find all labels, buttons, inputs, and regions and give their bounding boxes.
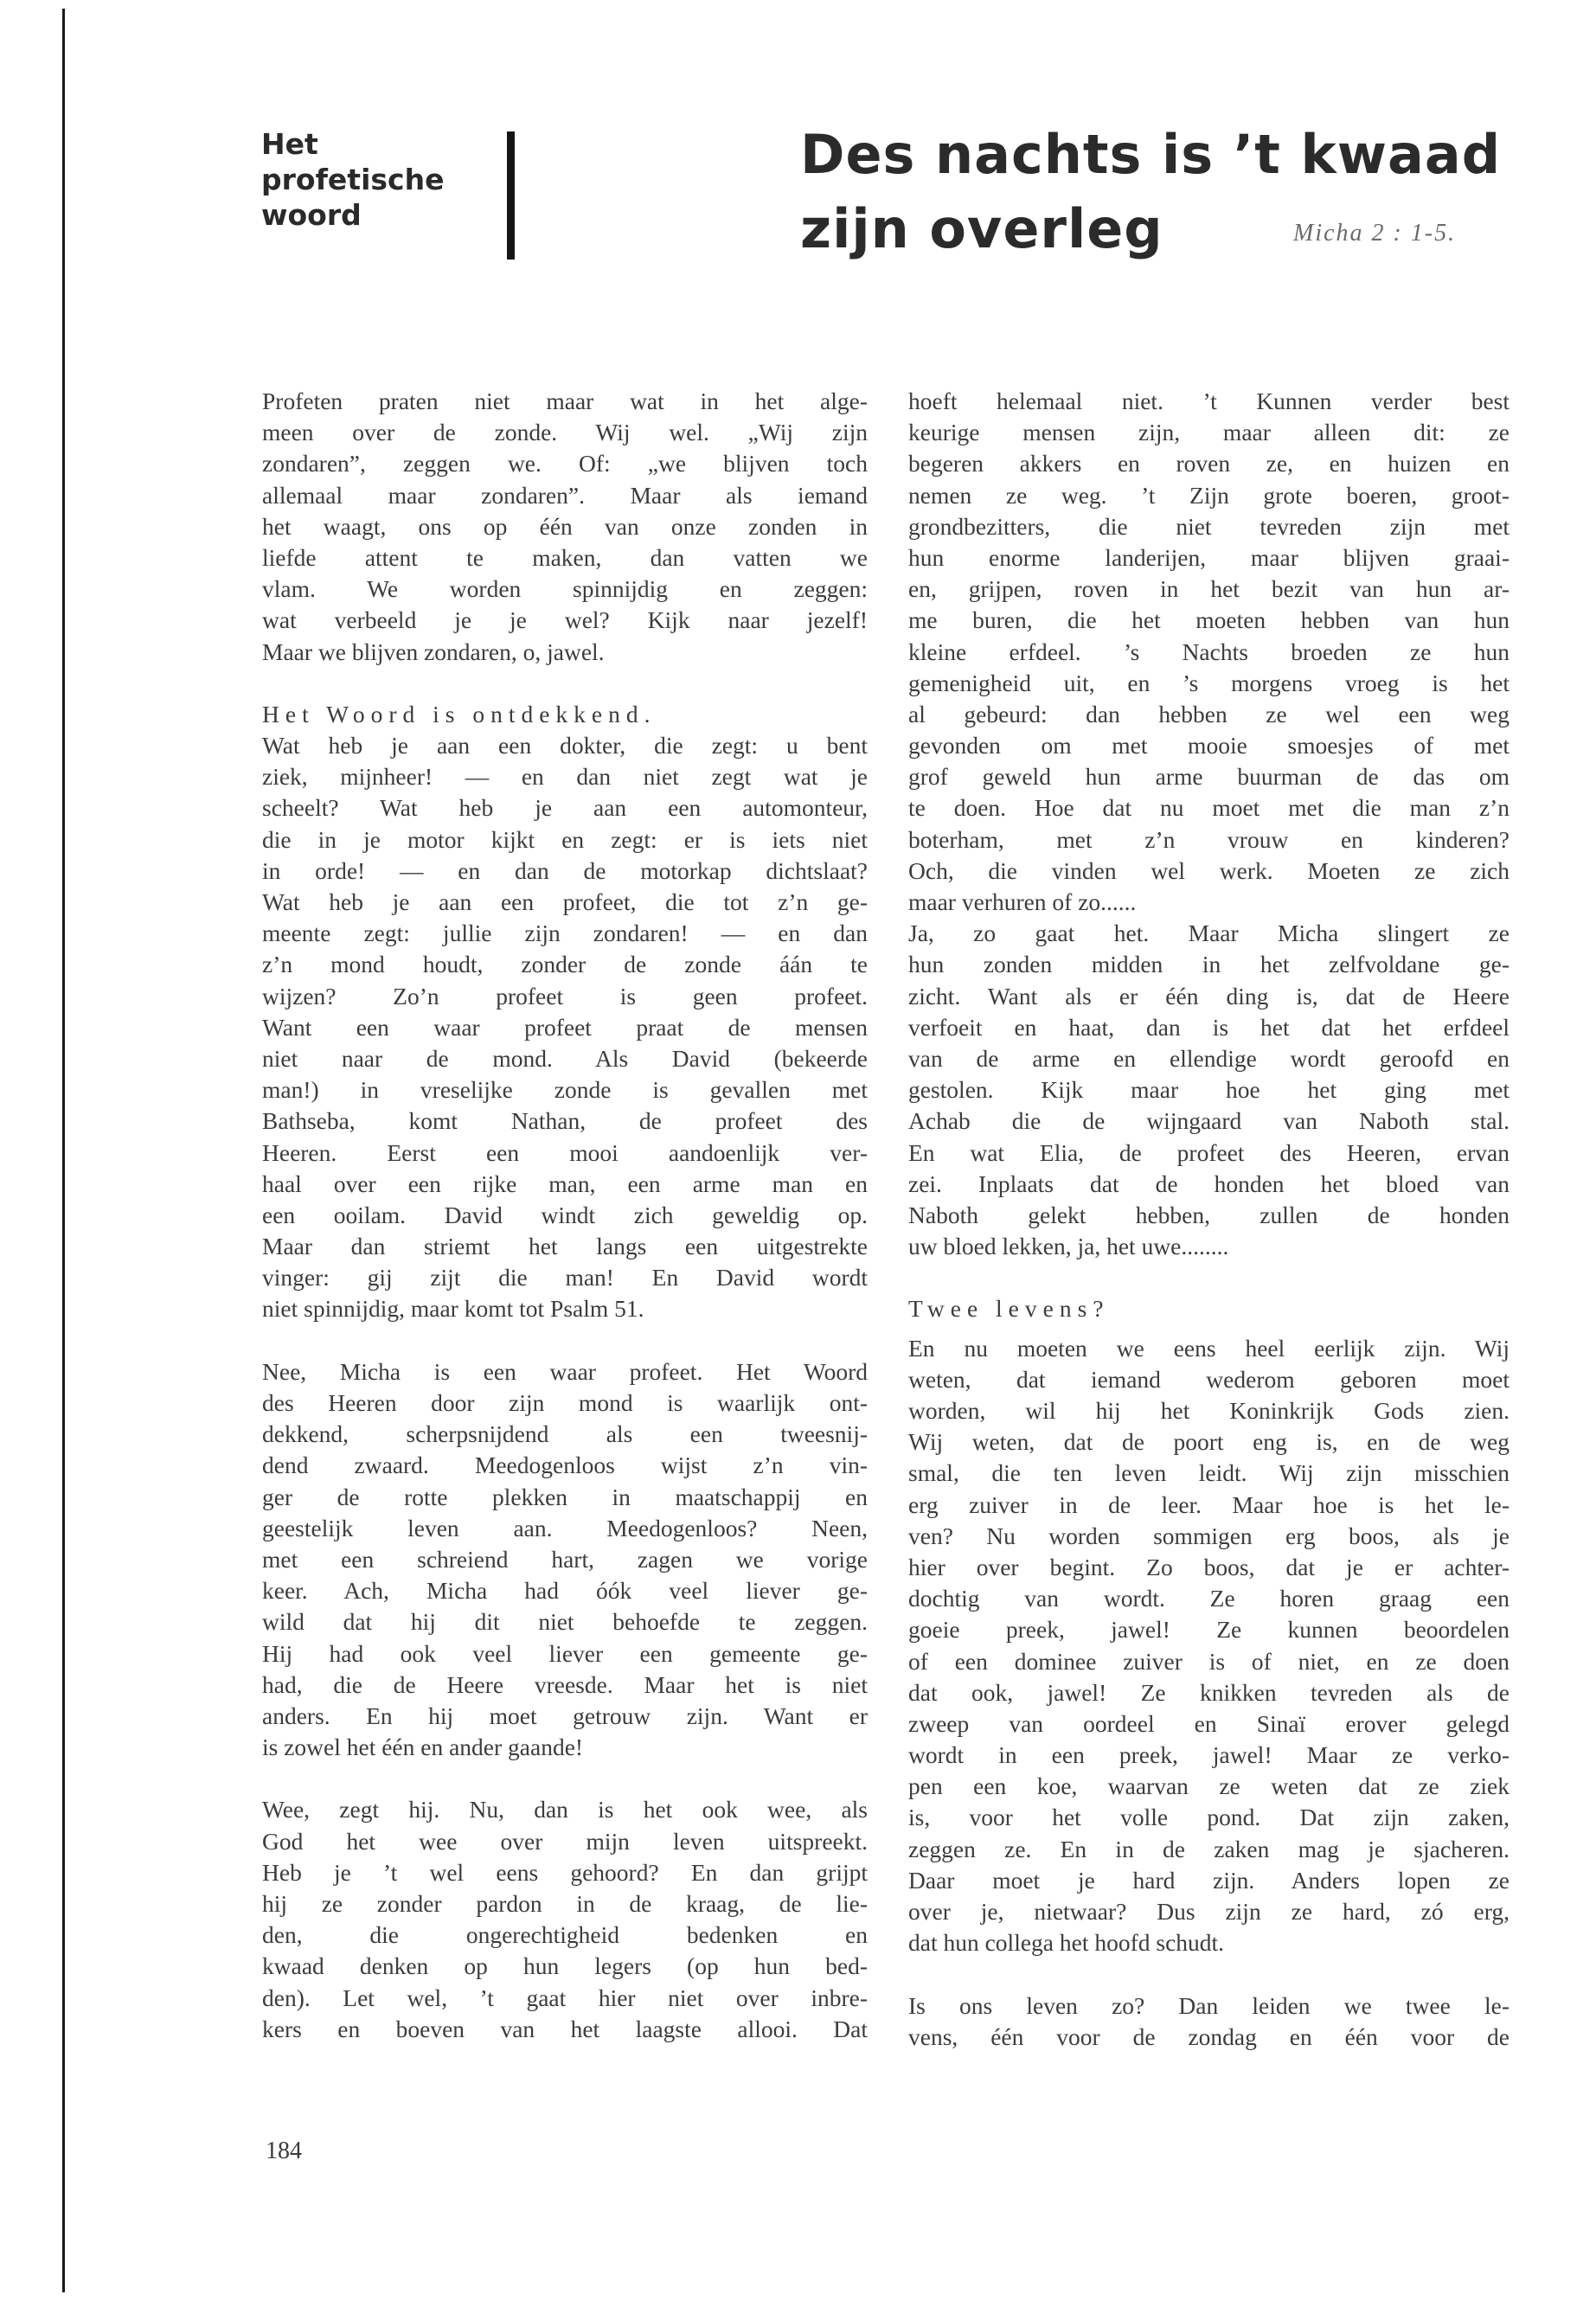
text-line: Heeren. Eerst een mooi aandoenlijk ver- <box>262 1138 868 1166</box>
text-line: te doen. Hoe dat nu moet met die man z’n <box>908 794 1509 822</box>
text-line: over je, nietwaar? Dus zijn ze hard, zó erg, <box>908 1898 1509 1926</box>
text-line: Ja, zo gaat het. Maar Micha slingert ze <box>908 920 1509 947</box>
text-line: is zowel het één en ander gaande! <box>262 1734 584 1761</box>
text-line: het waagt, ons op één van onze zonden in <box>262 512 868 540</box>
text-line: grondbezitters, die niet tevreden zijn met <box>908 512 1509 540</box>
text-line: dochtig van wordt. Ze horen graag een <box>908 1585 1509 1612</box>
text-line: wat verbeeld je je wel? Kijk naar jezelf! <box>262 606 868 634</box>
text-line: dat ook, jawel! Ze knikken tevreden als de <box>908 1678 1509 1706</box>
text-line: Wij weten, dat de poort eng is, en de weg <box>908 1428 1509 1456</box>
text-line: dend zwaard. Meedogenloos wijst z’n vin- <box>262 1452 868 1479</box>
text-line: liefde attent te maken, dan vatten we <box>262 543 868 571</box>
text-line: die in je motor kijkt en zegt: er is iets niet <box>262 825 868 853</box>
text-line: Wat heb je aan een dokter, die zegt: u bent <box>262 732 868 760</box>
section-label-line: profetische <box>261 163 445 196</box>
text-line: ven? Nu worden sommigen erg boos, als je <box>908 1522 1509 1549</box>
page-margin-rule <box>62 9 65 2292</box>
text-line: wordt in een preek, jawel! Maar ze verko- <box>908 1741 1509 1769</box>
text-line: haal over een rijke man, een arme man en <box>262 1170 868 1197</box>
text-line: Och, die vinden wel werk. Moeten ze zich <box>908 856 1509 884</box>
text-line: zicht. Want als er één ding is, dat de Heere <box>908 982 1509 1009</box>
text-line: meente zegt: jullie zijn zondaren! — en dan <box>262 920 868 947</box>
text-line: dekkend, scherpsnijdend als een tweesnij- <box>262 1420 868 1448</box>
paragraph-gap <box>908 1958 1509 1990</box>
text-line: zei. Inplaats dat de honden het bloed van <box>908 1170 1509 1197</box>
text-line: Nee, Micha is een waar profeet. Het Woord <box>262 1357 868 1385</box>
text-line: kwaad denken op hun legers (op hun bed- <box>262 1952 868 1980</box>
left-text-column <box>262 386 868 2045</box>
section-label-line: Het <box>261 127 318 161</box>
text-line: hun enorme landerijen, maar blijven graai- <box>908 543 1509 571</box>
text-line: niet naar de mond. Als David (bekeerde <box>262 1044 868 1072</box>
text-line: den, die ongerechtigheid bedenken en <box>262 1921 868 1949</box>
paragraph-gap <box>262 668 868 699</box>
text-line: al gebeurd: dan hebben ze wel een weg <box>908 700 1509 727</box>
text-line: weten, dat iemand wederom geboren moet <box>908 1365 1509 1393</box>
text-line: is, voor het volle pond. Dat zijn zaken, <box>908 1804 1509 1831</box>
text-line: Maar dan striemt het langs een uitgestrekte <box>262 1233 868 1260</box>
text-line: ziek, mijnheer! — en dan niet zegt wat je <box>262 763 868 791</box>
text-line: meen over de zonde. Wij wel. „Wij zijn <box>262 419 868 446</box>
text-line: des Heeren door zijn mond is waarlijk ont- <box>262 1389 868 1416</box>
text-line: smal, die ten leven leidt. Wij zijn misschien <box>908 1459 1509 1487</box>
text-line: had, die de Heere vreesde. Maar het is niet <box>262 1670 868 1698</box>
text-line: Daar moet je hard zijn. Anders lopen ze <box>908 1866 1509 1894</box>
text-line: worden, wil hij het Koninkrijk Gods zien. <box>908 1397 1509 1425</box>
text-line: goeie preek, jawel! Ze kunnen beoordelen <box>908 1616 1509 1644</box>
text-line: of een dominee zuiver is of niet, en ze doen <box>908 1647 1509 1675</box>
text-line: anders. En hij moet getrouw zijn. Want er <box>262 1702 868 1729</box>
article-title-line: Des nachts is ’t kwaad <box>800 123 1502 186</box>
text-line: Wat heb je aan een profeet, die tot z’n ge- <box>262 888 868 915</box>
section-subheading: Het Woord is ontdekkend. <box>262 700 657 727</box>
text-line: pen een koe, waarvan ze weten dat ze ziek <box>908 1772 1509 1800</box>
text-line: Maar we blijven zondaren, o, jawel. <box>262 638 605 665</box>
text-line: Wee, zegt hij. Nu, dan is het ook wee, als <box>262 1796 868 1823</box>
text-line: ger de rotte plekken in maatschappij en <box>262 1483 868 1510</box>
text-line: wijzen? Zo’n profeet is geen profeet. <box>262 982 868 1009</box>
text-line: zweep van oordeel en Sinaï erover gelegd <box>908 1709 1509 1737</box>
text-line: en, grijpen, roven in het bezit van hun ar- <box>908 575 1509 603</box>
section-label-line: woord <box>261 198 362 232</box>
text-line: van de arme en ellendige wordt geroofd en <box>908 1044 1509 1072</box>
text-line: boterham, met z’n vrouw en kinderen? <box>908 825 1509 853</box>
text-line: gevonden om met mooie smoesjes of met <box>908 732 1509 760</box>
text-line: Achab die de wijngaard van Naboth stal. <box>908 1107 1509 1135</box>
article-title-line: zijn overleg <box>800 197 1163 260</box>
page-number: 184 <box>266 2138 302 2164</box>
text-line: den). Let wel, ’t gaat hier niet over inbre- <box>262 1984 868 2011</box>
text-line: Profeten praten niet maar wat in het alge- <box>262 388 868 414</box>
text-line: kleine erfdeel. ’s Nachts broeden ze hun <box>908 638 1509 665</box>
text-line: erg zuiver in de leer. Maar hoe is het le- <box>908 1490 1509 1518</box>
text-line: hoeft helemaal niet. ’t Kunnen verder best <box>908 388 1509 414</box>
text-line: God het wee over mijn leven uitspreekt. <box>262 1827 868 1855</box>
text-line: Hij had ook veel liever een gemeente ge- <box>262 1639 868 1667</box>
text-line: keurige mensen zijn, maar alleen dit: ze <box>908 419 1509 446</box>
text-line: nemen ze weg. ’t Zijn grote boeren, groot- <box>908 481 1509 509</box>
text-line: een ooilam. David windt zich geweldig op. <box>262 1201 868 1228</box>
text-line: gestolen. Kijk maar hoe het ging met <box>908 1076 1509 1104</box>
scripture-reference: Micha 2 : 1-5. <box>1293 220 1457 247</box>
text-line: zondaren”, zeggen we. Of: „we blijven toch <box>262 450 868 478</box>
text-line: vens, één voor de zondag en één voor de <box>908 2022 1509 2050</box>
text-line: hij ze zonder pardon in de kraag, de lie- <box>262 1890 868 1917</box>
text-line: maar verhuren of zo...... <box>908 888 1137 915</box>
text-line: gemenigheid uit, en ’s morgens vroeg is het <box>908 669 1509 696</box>
text-line: man!) in vreselijke zonde is gevallen met <box>262 1076 868 1104</box>
text-line: zeggen ze. En in de zaken mag je sjacheren. <box>908 1835 1509 1862</box>
paragraph-gap <box>262 1763 868 1794</box>
text-line: keer. Ach, Micha had óók veel liever ge- <box>262 1577 868 1605</box>
text-line: wild dat hij dit niet behoefde te zeggen. <box>262 1608 868 1636</box>
text-line: allemaal maar zondaren”. Maar als iemand <box>262 481 868 509</box>
text-line: Want een waar profeet praat de mensen <box>262 1013 868 1041</box>
text-line: niet spinnijdig, maar komt tot Psalm 51. <box>262 1295 644 1323</box>
paragraph-gap <box>908 1325 1509 1333</box>
text-line: Naboth gelekt hebben, zullen de honden <box>908 1201 1509 1228</box>
text-line: En nu moeten we eens heel eerlijk zijn. Wij <box>908 1334 1509 1362</box>
header-divider-bar <box>507 131 515 260</box>
text-line: scheelt? Wat heb je aan een automonteur, <box>262 794 868 822</box>
text-line: Heb je ’t wel eens gehoord? En dan grijpt <box>262 1858 868 1886</box>
text-line: geestelijk leven aan. Meedogenloos? Neen, <box>262 1514 868 1541</box>
paragraph-gap <box>908 1262 1509 1293</box>
text-line: Is ons leven zo? Dan leiden we twee le- <box>908 1991 1509 2019</box>
text-line: z’n mond houdt, zonder de zonde áán te <box>262 951 868 978</box>
text-line: uw bloed lekken, ja, het uwe........ <box>908 1233 1229 1260</box>
text-line: Bathseba, komt Nathan, de profeet des <box>262 1107 868 1135</box>
text-line: verfoeit en haat, dan is het dat het erfdeel <box>908 1013 1509 1041</box>
text-line: grof geweld hun arme buurman de das om <box>908 763 1509 791</box>
right-text-column <box>908 386 1509 2053</box>
text-line: met een schreiend hart, zagen we vorige <box>262 1545 868 1573</box>
text-line: me buren, die het moeten hebben van hun <box>908 606 1509 634</box>
text-line: vlam. We worden spinnijdig en zeggen: <box>262 575 868 603</box>
text-line: vinger: gij zijt die man! En David wordt <box>262 1264 868 1292</box>
text-line: kers en boeven van het laagste allooi. Dat <box>262 2015 868 2042</box>
section-label <box>261 126 444 233</box>
text-line: En wat Elia, de profeet des Heeren, ervan <box>908 1138 1509 1166</box>
section-subheading: Twee levens? <box>908 1295 1110 1323</box>
text-line: hier over begint. Zo boos, dat je er achter- <box>908 1553 1509 1580</box>
text-line: dat hun collega het hoofd schudt. <box>908 1929 1225 1957</box>
text-line: begeren akkers en roven ze, en huizen en <box>908 450 1509 478</box>
paragraph-gap <box>262 1325 868 1356</box>
text-line: in orde! — en dan de motorkap dichtslaat? <box>262 856 868 884</box>
text-line: hun zonden midden in het zelfvoldane ge- <box>908 951 1509 978</box>
